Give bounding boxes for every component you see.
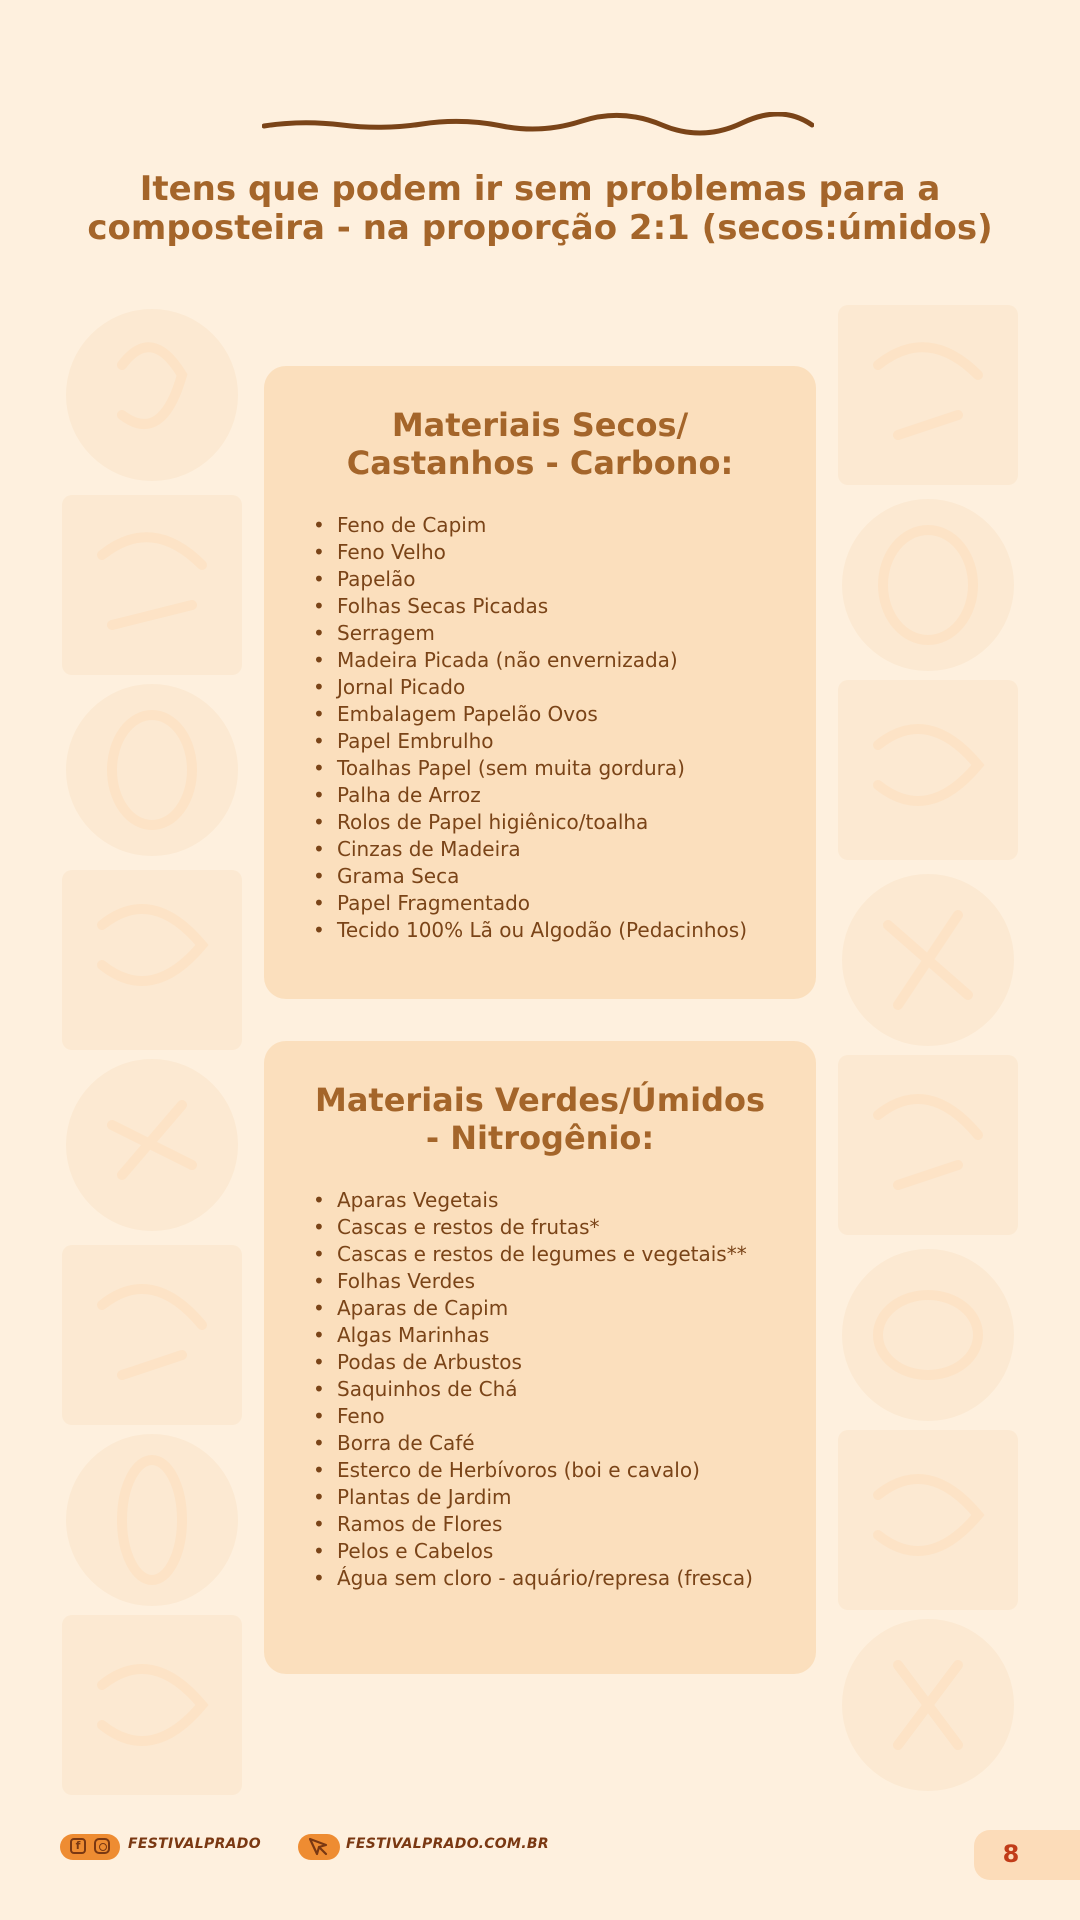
carbon-items-list: [264, 512, 816, 944]
page-number: 8: [1002, 1840, 1020, 1868]
list-item: • Plantas de Jardim: [337, 1484, 757, 1511]
page-title: Itens que podem ir sem problemas para a composteira - na proporção 2:1 (secos:úmidos): [87, 169, 993, 248]
page-number-tab: [974, 1830, 1080, 1880]
food-pattern-illustration: [838, 305, 1018, 1795]
list-item: • Toalhas Papel (sem muita gordura): [337, 755, 757, 782]
decorative-pattern-left: [62, 305, 242, 1795]
carbon-materials-card: [264, 366, 816, 999]
list-item: • Esterco de Herbívoros (boi e cavalo): [337, 1457, 757, 1484]
list-item: • Embalagem Papelão Ovos: [337, 701, 757, 728]
list-item: • Ramos de Flores: [337, 1511, 757, 1538]
list-item: • Borra de Café: [337, 1430, 757, 1457]
nitrogen-materials-card: [264, 1041, 816, 1674]
list-item: • Papel Fragmentado: [337, 890, 757, 917]
list-item: • Cascas e restos de frutas*: [337, 1214, 757, 1241]
list-item: • Pelos e Cabelos: [337, 1538, 757, 1565]
instagram-icon[interactable]: [94, 1838, 110, 1854]
list-item: • Rolos de Papel higiênico/toalha: [337, 809, 757, 836]
list-item: • Aparas de Capim: [337, 1295, 757, 1322]
website-icon-badge[interactable]: [298, 1834, 340, 1860]
nitrogen-card-title: Materiais Verdes/Úmidos - Nitrogênio:: [314, 1081, 765, 1157]
cursor-arrow-icon: [306, 1836, 332, 1858]
list-item: • Aparas Vegetais: [337, 1187, 757, 1214]
list-item: • Grama Seca: [337, 863, 757, 890]
list-item: • Água sem cloro - aquário/represa (fresca): [337, 1565, 757, 1592]
list-item: • Papel Embrulho: [337, 728, 757, 755]
list-item: • Podas de Arbustos: [337, 1349, 757, 1376]
social-handle[interactable]: FESTIVALPRADO: [128, 1836, 261, 1852]
social-icons-badge[interactable]: [60, 1834, 120, 1860]
list-item: • Folhas Verdes: [337, 1268, 757, 1295]
list-item: • Folhas Secas Picadas: [337, 593, 757, 620]
food-pattern-illustration: [62, 305, 242, 1795]
list-item: • Algas Marinhas: [337, 1322, 757, 1349]
list-item: • Serragem: [337, 620, 757, 647]
list-item: • Cinzas de Madeira: [337, 836, 757, 863]
list-item: • Saquinhos de Chá: [337, 1376, 757, 1403]
list-item: • Feno: [337, 1403, 757, 1430]
carbon-card-title: Materiais Secos/ Castanhos - Carbono:: [346, 406, 734, 482]
page-footer: [0, 1830, 1080, 1874]
decorative-squiggle-divider: [262, 112, 814, 136]
nitrogen-items-list: [264, 1187, 816, 1592]
list-item: • Palha de Arroz: [337, 782, 757, 809]
list-item: • Feno Velho: [337, 539, 757, 566]
list-item: • Madeira Picada (não envernizada): [337, 647, 757, 674]
list-item: • Papelão: [337, 566, 757, 593]
decorative-pattern-right: [838, 305, 1018, 1795]
list-item: • Feno de Capim: [337, 512, 757, 539]
list-item: • Cascas e restos de legumes e vegetais**: [337, 1241, 757, 1268]
website-link[interactable]: FESTIVALPRADO.COM.BR: [346, 1836, 549, 1852]
list-item: • Tecido 100% Lã ou Algodão (Pedacinhos): [337, 917, 757, 944]
list-item: • Jornal Picado: [337, 674, 757, 701]
facebook-icon[interactable]: f: [70, 1838, 86, 1854]
